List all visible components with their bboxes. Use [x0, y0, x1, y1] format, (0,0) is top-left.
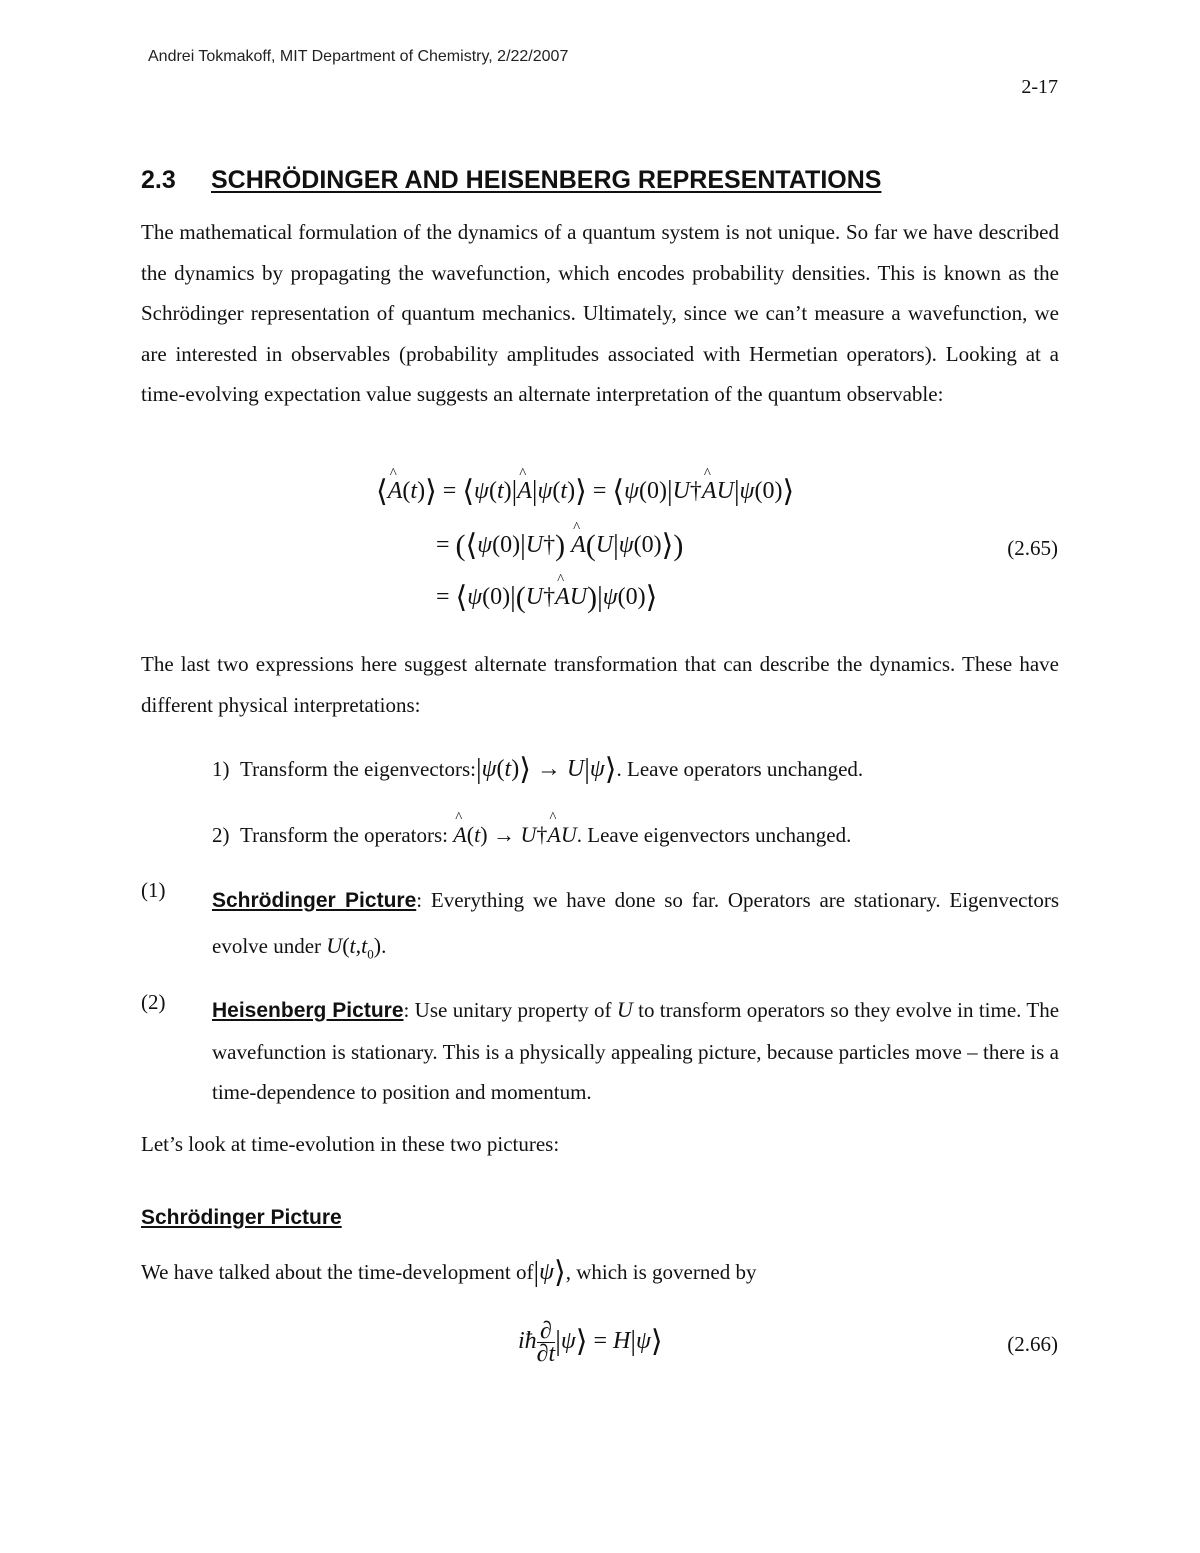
equation-266: iħ $\frac{\partial}{\partial t}$ |ψ⟩ = H|ψ⟩ — [518, 1318, 663, 1367]
item-number: (2) — [141, 990, 166, 1014]
item-number: (1) — [141, 878, 166, 902]
equation-265-line-3: = ⟨ψ(0)|(U†^ AU)|ψ(0)⟩ — [436, 580, 657, 615]
picture-text: : Everything we have done so far. Operators are stationary. Eigenvectors evolve under — [212, 888, 1059, 958]
section-heading — [141, 166, 881, 195]
equation-266-label: (2.66) — [1007, 1332, 1058, 1356]
lets-look-line: Let’s look at time-evolution in these two pictures: — [141, 1132, 560, 1156]
running-header: Andrei Tokmakoff, MIT Department of Chemistry, 2/22/2007 — [148, 48, 569, 65]
picture-name: Heisenberg Picture — [212, 999, 404, 1022]
list-item: 1) Transform the eigenvectors:|ψ(t)⟩ → U|ψ⟩. Leave operators unchanged. — [212, 753, 864, 786]
line-text-tail: , which is governed by — [565, 1260, 757, 1284]
list-number: 2) — [212, 823, 230, 847]
intro-paragraph: The mathematical formulation of the dynamics of a quantum system is not unique. So far we have described the dynamics by propagating the wavefunction, which encodes probability densities. This is known as the Schrödinger representation of quantum mechanics. Ultimately, since we can’t measure a wavefunction, we are interested in observables (probability amplitudes associated with Hermetian operators). Looking at a time-evolving expectation value suggests an alternate interpretation of the quantum observable: — [141, 220, 1059, 406]
section-number: 2.3 — [141, 166, 176, 194]
after-equation-paragraph: The last two expressions here suggest alternate transformation that can describe the dynamics. These have different physical interpretations: — [141, 652, 1059, 717]
list-text: Transform the eigenvectors: — [240, 757, 477, 781]
equation-265-line-1: ⟨^ A(t)⟩ = ⟨ψ(t)|^ A|ψ(t)⟩ = ⟨ψ(0)|U†^ AU|ψ(0)⟩ — [376, 474, 794, 509]
list-text: Transform the operators: — [240, 823, 449, 847]
picture-name: Schrödinger Picture — [212, 889, 417, 912]
equation-265-line-2: = (⟨ψ(0)|U†) ^ A(U|ψ(0)⟩) — [436, 528, 683, 563]
list-item: 2) Transform the operators: ^ A(t) → U†^ AU. Leave eigenvectors unchanged. — [212, 822, 851, 848]
section-title: SCHRÖDINGER AND HEISENBERG REPRESENTATIONS — [211, 166, 882, 194]
list-number: 1) — [212, 757, 230, 781]
subheading-schrodinger: Schrödinger Picture — [141, 1206, 342, 1229]
list-tail: . Leave operators unchanged. — [616, 757, 864, 781]
page-number: 2-17 — [1021, 76, 1058, 98]
picture-text: : Use unitary property of — [403, 998, 612, 1022]
time-development-line: We have talked about the time-development of|ψ⟩, which is governed by — [141, 1256, 757, 1289]
list-tail: . Leave eigenvectors unchanged. — [576, 823, 852, 847]
equation-265-label: (2.65) — [1007, 536, 1058, 560]
picture-text-cont: to transform operators so they evolve in time. The wavefunction is stationary. This is a physically appealing picture, because particles move – there is a time-dependence to position and momentum. — [212, 998, 1060, 1104]
line-text: We have talked about the time-development of — [141, 1260, 534, 1284]
